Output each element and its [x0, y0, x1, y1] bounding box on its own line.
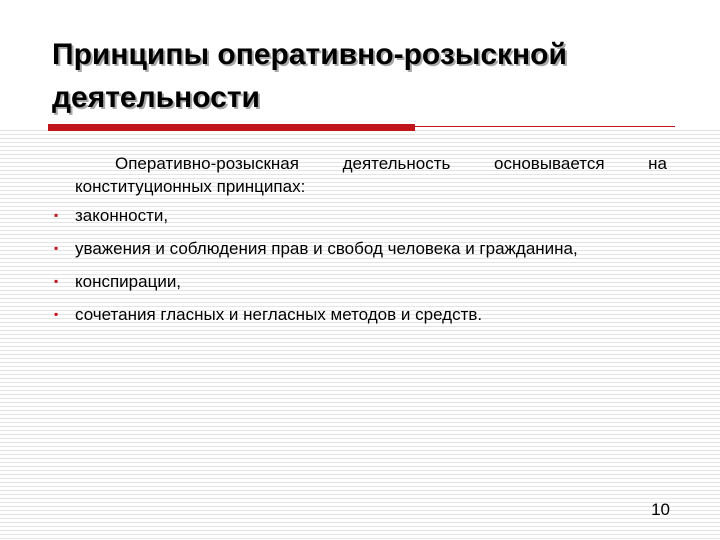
bullet-square-icon: ▪ [54, 307, 59, 321]
principles-list [52, 204, 667, 326]
bullet-square-icon: ▪ [54, 208, 59, 222]
title-underline-thin [415, 126, 675, 127]
slide-body [52, 152, 667, 336]
list-item [52, 237, 667, 260]
title-underline-thick [48, 124, 415, 131]
bullet-square-icon: ▪ [54, 274, 59, 288]
list-item-text: сочетания гласных и негласных методов и средств. [75, 305, 483, 324]
slide-title: Принципы оперативно-розыскной деятельности [52, 38, 567, 114]
list-item-text: конспирации, [75, 272, 182, 291]
list-item [52, 303, 667, 326]
intro-paragraph: Оперативно-розыскная деятельность основывается на конституционных принципах: [75, 154, 667, 196]
bullet-square-icon: ▪ [54, 241, 59, 255]
page-number: 10 [651, 500, 670, 519]
list-item-text: уважения и соблюдения прав и свобод человека и гражданина, [75, 239, 578, 258]
list-item [52, 204, 667, 227]
list-item [52, 270, 667, 293]
list-item-text: законности, [75, 206, 169, 225]
